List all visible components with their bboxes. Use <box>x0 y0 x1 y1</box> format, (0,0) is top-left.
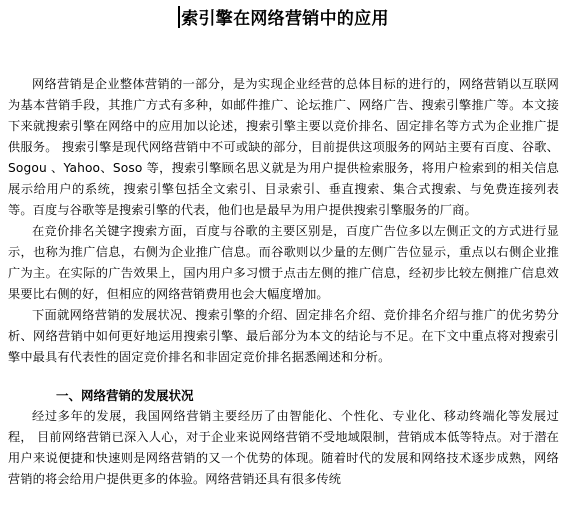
section-heading[interactable]: 一、网络营销的发展状况 <box>56 388 194 403</box>
paragraph-intro[interactable]: 网络营销是企业整体营销的一部分，是为实现企业经营的总体目标的进行的，网络营销以互联网为基本营销手段，其推广方式有多种，如邮件推广、论坛推广、网络广告、搜索引擎推广等。本文接下来就搜索引擎在网络中的应用加以论述，搜索引擎主要以竞价排名、固定排名等方式为企业推广提供服务。 搜索引擎是现代网络营销中不可或缺的部分，目前提供这项服务的网站主要有百度、谷歌、Sogou 、Yahoo、Soso 等，搜索引擎顾名思义就是为用户提供检索服务，将用户检索到的相关信息展示给用户的系统，搜索引擎包括全文索引、目录索引、垂直搜索、集合式搜索、与免费连接列表等。百度与谷歌等是搜索引擎的代表，他们也是最早为用户提供搜索引擎服务的厂商。 <box>8 77 559 217</box>
document-title[interactable]: 索引擎在网络营销中的应用 <box>181 9 389 29</box>
title-row <box>0 4 567 32</box>
paragraph-bidding[interactable]: 在竞价排名关键字搜索方面，百度与谷歌的主要区别是，百度广告位多以左侧正文的方式进行显示，也称为推广信息，右侧为企业推广信息。而谷歌则以少量的左侧广告位显示，重点以右侧企业推广为主。在实际的广告效果上，国内用户多习惯于点击左侧的推广信息，经初步比较左侧推广信息效果要比右侧的好，但相应的网络营销费用也会大幅度增加。 <box>8 224 559 301</box>
paragraph-development[interactable]: 经过多年的发展，我国网络营销主要经历了由智能化、个性化、专业化、移动终端化等发展过程， 目前网络营销已深入人心，对于企业来说网络营销不受地域限制，营销成本低等特点。对于潜在用户来说便捷和快速则是网络营销的又一个优势的体现。随着时代的发展和网络技术逐步成熟，网络营销的将会给用户提供更多的体验。网络营销还具有很多传统 <box>8 409 559 486</box>
paragraph-outline[interactable]: 下面就网络营销的发展状况、搜索引擎的介绍、固定排名介绍、竞价排名介绍与推广的优劣势分析、网络营销中如何更好地运用搜索引擎、最后部分为本文的结论与不足。在下文中重点将对搜索引擎中最具有代表性的固定竞价排名和非固定竞价排名据悉阐述和分析。 <box>8 308 559 364</box>
document-body[interactable] <box>8 74 559 490</box>
text-cursor <box>178 6 180 28</box>
